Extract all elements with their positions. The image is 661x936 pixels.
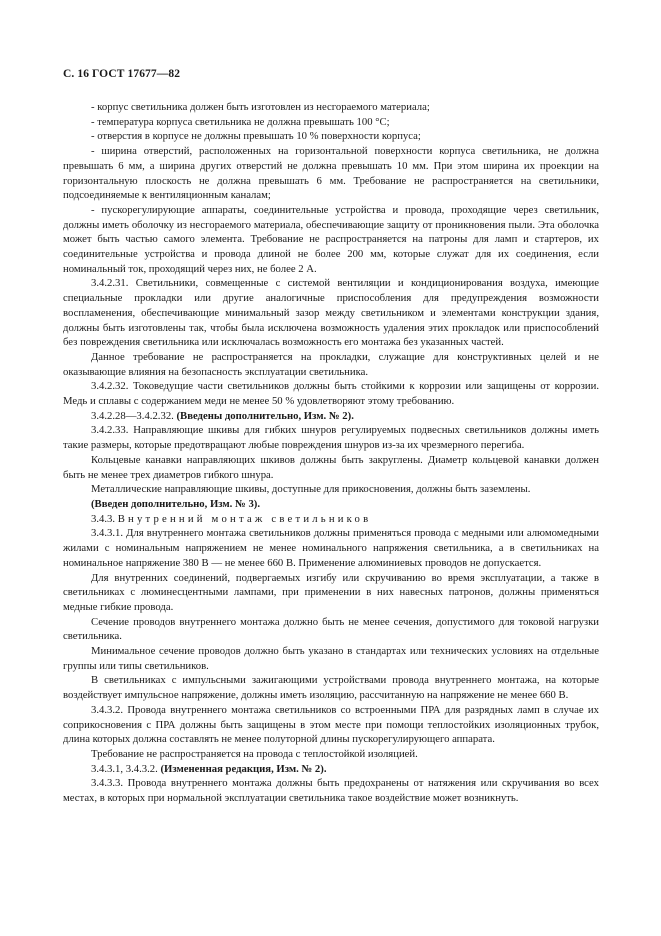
paragraph: Требование не распространяется на провода с теплостойкой изоляцией. bbox=[91, 747, 418, 760]
paragraph: Для внутренних соединений, подвергаемых изгибу или скручиванию во время эксплуатации, а также в светильниках с люминесцентными лампами, при применении в них навесных патронов, должны применяться медные гибкие провода. bbox=[63, 571, 599, 613]
amendment-note: 3.4.3.1, 3.4.3.2. (Измененная редакция, Изм. № 2). bbox=[91, 762, 327, 775]
paragraph: 3.4.2.33. Направляющие шкивы для гибких шнуров регулируемых подвесных светильников должны иметь такие размеры, которые предотвращают любые повреждения шнуров из-за их чрезмерного перегиба. bbox=[63, 424, 599, 452]
paragraph: - пускорегулирующие аппараты, соединительные устройства и провода, проходящие через светильник, должны иметь оболочку из несгораемого материала, обеспечивающие защиту от проникновения пыли. Эта оболочка может быть частью самого элемента. Требование не распространяется на патроны для ламп и стартеров, их соединительные устройства и провода длиной не более 200 мм, которые служат для их соединения, если номинальный ток, проходящий через них, не более 2 А. bbox=[63, 203, 599, 275]
paragraph: Сечение проводов внутреннего монтажа должно быть не менее сечения, допустимого для токовой нагрузки светильника. bbox=[63, 615, 599, 643]
paragraph: 3.4.3.2. Провода внутреннего монтажа светильников со встроенными ПРА для разрядных ламп в случае их соприкосновения с ПРА должны быть защищены в этом месте при помощи теплостойких изоляционных трубок, длина которых должна составлять не менее полуторной длины пускорегулирующего аппарата. bbox=[63, 703, 599, 746]
paragraph: Данное требование не распространяется на прокладки, служащие для конструктивных целей и не оказывающие влияния на безопасность эксплуатации светильника. bbox=[63, 350, 599, 378]
paragraph: - корпус светильника должен быть изготовлен из несгораемого материала; bbox=[91, 101, 430, 113]
page-header: С. 16 ГОСТ 17677—82 bbox=[63, 68, 181, 80]
amendment-note: (Введен дополнительно, Изм. № 3). bbox=[91, 497, 261, 510]
paragraph: В светильниках с импульсными зажигающими устройствами провода внутреннего монтажа, на которые воздействует импульсное напряжение, должны иметь изоляцию, рассчитанную на напряжение не менее 660 В. bbox=[63, 674, 599, 702]
paragraph: 3.4.3.3. Провода внутреннего монтажа должны быть предохранены от натяжения или скручивания во всех местах, в которых при нормальной эксплуатации светильника такое воздействие может возникнуть. bbox=[63, 777, 599, 805]
paragraph: Минимальное сечение проводов должно быть указано в стандартах или технических условиях на отдельные группы или типы светильников. bbox=[63, 645, 599, 672]
paragraph: 3.4.3.1. Для внутреннего монтажа светильников должны применяться провода с медными или алюмомедными жилами с номинальным напряжением не менее номинального напряжения светильника, а в светильниках на номинальное напряжение 380 В — не менее 660 В. Применение алюминиевых проводов не допускается. bbox=[63, 527, 599, 569]
paragraph: 3.4.2.31. Светильники, совмещенные с системой вентиляции и кондиционирования воздуха, имеющие специальные прокладки или другие аналогичные приспособления для предупреждения возможности воспламенения, обеспечивающие минимальный зазор между светильником и элементами конструкции здания, должны быть изготовлены так, чтобы была исключена возможность удаления этих прокладок или приспособлений без повреждения светильника или исключалась возможность его монтажа без указанных частей. bbox=[63, 277, 599, 349]
paragraph: Металлические направляющие шкивы, доступные для прикосновения, должны быть заземлены. bbox=[91, 483, 531, 496]
amendment-note: 3.4.2.28—3.4.2.32. (Введены дополнительно, Изм. № 2). bbox=[91, 409, 354, 422]
section-heading: 3.4.3. Внутренний монтаж светильников bbox=[91, 512, 372, 525]
paragraph: - температура корпуса светильника не должна превышать 100 °С; bbox=[91, 115, 390, 128]
paragraph: Кольцевые канавки направляющих шкивов должны быть закруглены. Диаметр кольцевой канавки должен быть не менее трех диаметров гибкого шнура. bbox=[63, 453, 599, 481]
paragraph: 3.4.2.32. Токоведущие части светильников должны быть стойкими к коррозии или защищены от коррозии. Медь и сплавы с содержанием меди не менее 50 % удовлетворяют этому требованию. bbox=[63, 380, 599, 408]
document-body bbox=[63, 100, 599, 806]
paragraph: - отверстия в корпусе не должны превышать 10 % поверхности корпуса; bbox=[91, 130, 421, 143]
paragraph: - ширина отверстий, расположенных на горизонтальной поверхности корпуса светильника, не должна превышать 6 мм, а ширина других отверстий не должна превышать 10 мм. При этом ширина их проекции на горизонтальную плоскость не должна превышать 6 мм. Требование не распространяется на светильники, подсоединяемые к вентиляционным каналам; bbox=[63, 145, 599, 202]
